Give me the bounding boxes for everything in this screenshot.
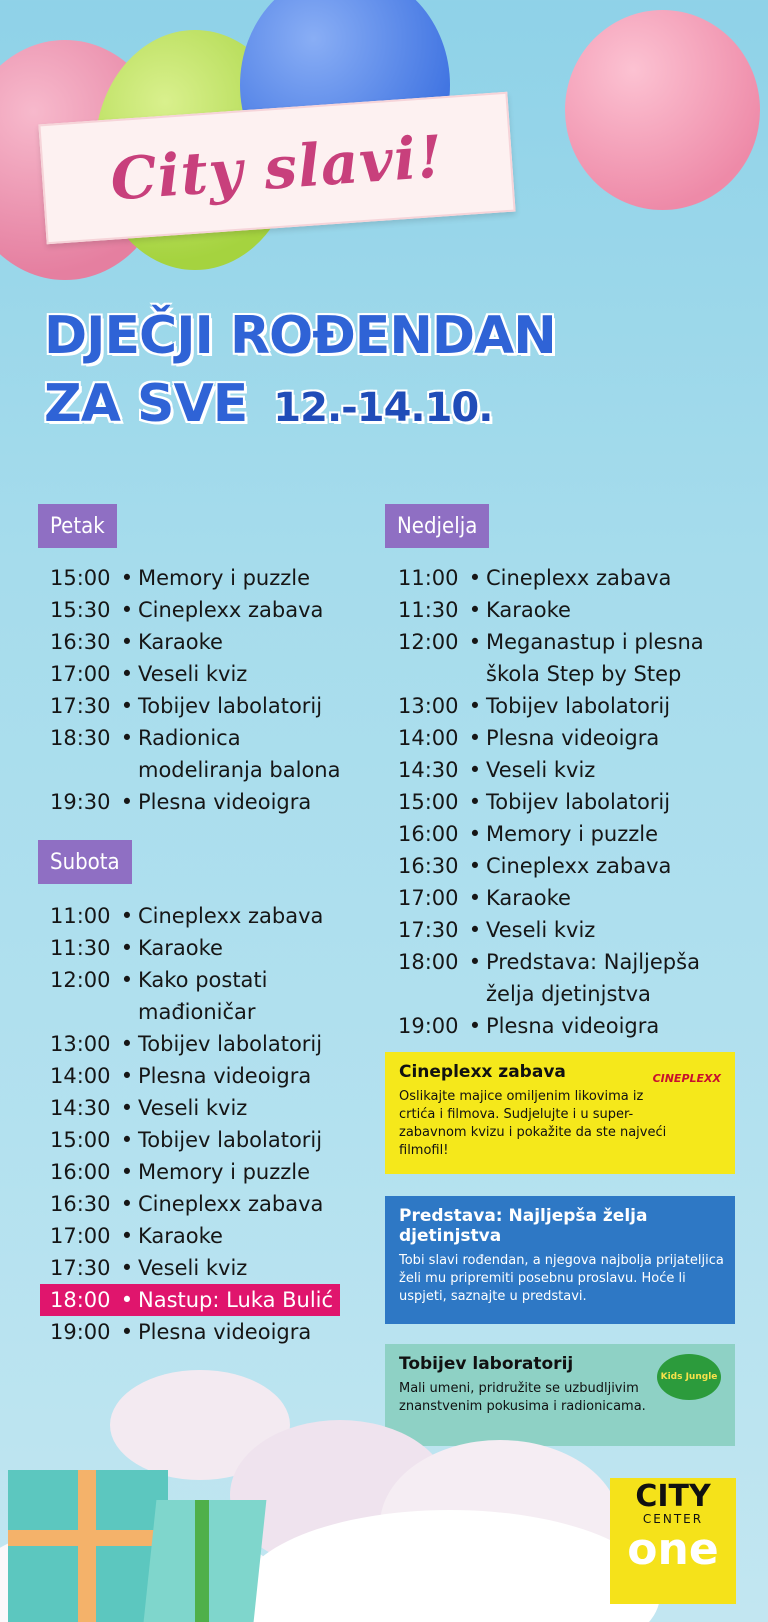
info-cineplexx-text: Oslikajte majice omiljenim likovima iz crtića i filmova. Sudjelujte i u super-zabavnom kvizu i pokažite da ste najveći filmofil!: [399, 1089, 667, 1158]
event-time: 14:30: [398, 758, 459, 782]
schedule-item: [50, 932, 380, 964]
event-name: Tobijev labolatorij: [486, 790, 671, 814]
schedule-item: [50, 626, 370, 658]
event-time: 16:30: [398, 854, 459, 878]
main-title: [44, 302, 556, 442]
schedule-item: [50, 1252, 380, 1284]
info-predstava: [385, 1196, 735, 1324]
event-name: Karaoke: [138, 1224, 223, 1248]
schedule-item: [50, 594, 370, 626]
schedule-item: [398, 690, 743, 722]
event-name: Plesna videoigra: [138, 1064, 312, 1088]
info-predstava-title: Predstava: Najljepša želja djetinjstva: [399, 1206, 648, 1246]
schedule-item: [398, 914, 743, 946]
bullet-icon: •: [120, 662, 134, 686]
schedule-item: [50, 1156, 380, 1188]
event-name: Cineplexx zabava: [138, 598, 324, 622]
event-name: Veseli kviz: [138, 1096, 248, 1120]
schedule-item: [398, 850, 743, 882]
event-time: 14:00: [398, 726, 459, 750]
schedule-item: [398, 882, 743, 914]
event-name: Cineplexx zabava: [138, 1192, 324, 1216]
bullet-icon: •: [120, 1224, 134, 1248]
info-cineplexx-title: Cineplexx zabava: [399, 1062, 566, 1082]
schedule-item: [50, 1028, 380, 1060]
schedule-friday: [50, 562, 370, 818]
event-time: 16:30: [50, 1192, 111, 1216]
schedule-item: [50, 658, 370, 690]
bullet-icon: •: [120, 566, 134, 590]
schedule-item: [50, 900, 380, 932]
kids-jungle-logo: [657, 1354, 721, 1400]
event-time: 15:00: [398, 790, 459, 814]
event-name: Veseli kviz: [138, 1256, 248, 1280]
schedule-item: [50, 1188, 380, 1220]
bullet-icon: •: [468, 630, 482, 654]
event-time: 17:00: [50, 1224, 111, 1248]
event-time: 11:30: [50, 936, 111, 960]
schedule-item: [50, 562, 370, 594]
logo-city: CITY: [635, 1479, 711, 1514]
bullet-icon: •: [120, 1192, 134, 1216]
bullet-icon: •: [120, 598, 134, 622]
event-time: 14:30: [50, 1096, 111, 1120]
schedule-saturday: [50, 900, 380, 1348]
bullet-icon: •: [120, 1032, 134, 1056]
event-time: 17:30: [50, 1256, 111, 1280]
event-time: 11:00: [50, 904, 111, 928]
bullet-icon: •: [468, 854, 482, 878]
event-name: Memory i puzzle: [138, 566, 311, 590]
event-name: Plesna videoigra: [486, 726, 660, 750]
schedule-item: [398, 562, 743, 594]
bullet-icon: •: [120, 1064, 134, 1088]
title-line2: ZA SVE: [44, 374, 248, 434]
bullet-icon: •: [468, 918, 482, 942]
kids-jungle-logo-text: Kids Jungle: [660, 1372, 718, 1382]
event-name: Plesna videoigra: [138, 790, 312, 814]
banner-text: City slavi!: [108, 122, 446, 214]
info-predstava-text: Tobi slavi rođendan, a njegova najbolja prijateljica želi mu pripremiti posebnu proslavu. Hoće li uspjeti, saznajte u predstavi.: [399, 1253, 724, 1304]
schedule-item: [398, 722, 743, 754]
event-time: 16:30: [50, 630, 111, 654]
event-time: 11:30: [398, 598, 459, 622]
event-time: 17:00: [50, 662, 111, 686]
cineplexx-logo: CINEPLEXX: [652, 1072, 721, 1085]
event-name: Tobijev labolatorij: [138, 1032, 323, 1056]
event-name: Cineplexx zabava: [486, 566, 672, 590]
event-time: 19:00: [50, 1320, 111, 1344]
bullet-icon: •: [120, 968, 134, 992]
bullet-icon: •: [120, 630, 134, 654]
schedule-item: [398, 946, 743, 1010]
event-time: 15:00: [50, 1128, 111, 1152]
event-time: 15:00: [50, 566, 111, 590]
schedule-item: [50, 1124, 380, 1156]
event-time: 17:30: [50, 694, 111, 718]
event-time: 19:00: [398, 1014, 459, 1038]
bullet-icon: •: [468, 726, 482, 750]
info-laboratorij: [385, 1344, 735, 1446]
event-name: Veseli kviz: [486, 918, 596, 942]
bullet-icon: •: [468, 886, 482, 910]
schedule-item: [398, 754, 743, 786]
event-time: 18:00: [398, 950, 459, 974]
schedule-item: [40, 1284, 340, 1316]
event-time: 16:00: [50, 1160, 111, 1184]
event-time: 16:00: [398, 822, 459, 846]
title-line2-row: [44, 370, 556, 442]
schedule-item: [398, 626, 743, 690]
schedule-item: [50, 722, 370, 786]
event-name: Plesna videoigra: [486, 1014, 660, 1038]
logo-one: one: [627, 1524, 719, 1575]
event-name: Radionica modeliranja balona: [138, 726, 341, 782]
schedule-item: [50, 964, 380, 1028]
title-dates: 12.-14.10.: [273, 385, 493, 431]
event-time: 17:30: [398, 918, 459, 942]
event-time: 18:30: [50, 726, 111, 750]
bullet-icon: •: [120, 1288, 134, 1312]
bullet-icon: •: [468, 566, 482, 590]
schedule-item: [50, 786, 370, 818]
bullet-icon: •: [468, 758, 482, 782]
event-time: 19:30: [50, 790, 111, 814]
bullet-icon: •: [468, 598, 482, 622]
event-name: Tobijev labolatorij: [138, 1128, 323, 1152]
title-line1: DJEČJI ROĐENDAN: [44, 306, 556, 366]
event-time: 14:00: [50, 1064, 111, 1088]
bullet-icon: •: [468, 1014, 482, 1038]
schedule-item: [50, 1316, 380, 1348]
logo-center: CENTER: [642, 1512, 704, 1526]
event-name: Cineplexx zabava: [138, 904, 324, 928]
event-name: Karaoke: [486, 598, 571, 622]
event-name: Veseli kviz: [486, 758, 596, 782]
gift-ribbon: [195, 1500, 209, 1622]
schedule-item: [398, 1010, 743, 1042]
info-laboratorij-title: Tobijev laboratorij: [399, 1354, 574, 1374]
schedule-item: [50, 1060, 380, 1092]
event-name: Plesna videoigra: [138, 1320, 312, 1344]
schedule-item: [398, 594, 743, 626]
info-laboratorij-text: Mali umeni, pridružite se uzbudljivim znanstvenim pokusima i radionicama.: [399, 1381, 646, 1414]
schedule-item: [50, 690, 370, 722]
event-name: Nastup: Luka Bulić: [138, 1288, 334, 1312]
day-tag-saturday: Subota: [38, 840, 132, 884]
pink-balloon-right: [565, 10, 760, 210]
event-time: 13:00: [398, 694, 459, 718]
day-tag-sunday: Nedjelja: [385, 504, 489, 548]
event-name: Karaoke: [138, 630, 223, 654]
event-name: Kako postati mađioničar: [138, 968, 268, 1024]
day-tag-friday: Petak: [38, 504, 117, 548]
event-time: 17:00: [398, 886, 459, 910]
event-time: 12:00: [50, 968, 111, 992]
gift-ribbon: [8, 1530, 168, 1546]
bullet-icon: •: [120, 694, 134, 718]
event-name: Memory i puzzle: [138, 1160, 311, 1184]
bullet-icon: •: [120, 1320, 134, 1344]
city-center-one-logo: [610, 1478, 736, 1604]
event-time: 18:00: [50, 1288, 111, 1312]
event-name: Memory i puzzle: [486, 822, 659, 846]
schedule-sunday: [398, 562, 743, 1042]
event-name: Tobijev labolatorij: [138, 694, 323, 718]
event-name: Karaoke: [486, 886, 571, 910]
bullet-icon: •: [468, 694, 482, 718]
event-time: 13:00: [50, 1032, 111, 1056]
bullet-icon: •: [120, 790, 134, 814]
bullet-icon: •: [120, 1256, 134, 1280]
schedule-item: [398, 818, 743, 850]
bullet-icon: •: [468, 950, 482, 974]
schedule-item: [50, 1092, 380, 1124]
bullet-icon: •: [120, 1096, 134, 1120]
event-time: 15:30: [50, 598, 111, 622]
event-time: 11:00: [398, 566, 459, 590]
event-name: Predstava: Najljepša želja djetinjstva: [486, 950, 700, 1006]
bullet-icon: •: [120, 726, 134, 750]
bullet-icon: •: [120, 904, 134, 928]
bullet-icon: •: [120, 1128, 134, 1152]
event-name: Karaoke: [138, 936, 223, 960]
bullet-icon: •: [468, 822, 482, 846]
event-name: Veseli kviz: [138, 662, 248, 686]
bullet-icon: •: [120, 1160, 134, 1184]
event-name: Cineplexx zabava: [486, 854, 672, 878]
event-name: Meganastup i plesna škola Step by Step: [486, 630, 704, 686]
bullet-icon: •: [468, 790, 482, 814]
event-name: Tobijev labolatorij: [486, 694, 671, 718]
bullet-icon: •: [120, 936, 134, 960]
schedule-item: [50, 1220, 380, 1252]
schedule-item: [398, 786, 743, 818]
event-time: 12:00: [398, 630, 459, 654]
info-cineplexx: [385, 1052, 735, 1174]
gift-ribbon: [78, 1470, 96, 1622]
